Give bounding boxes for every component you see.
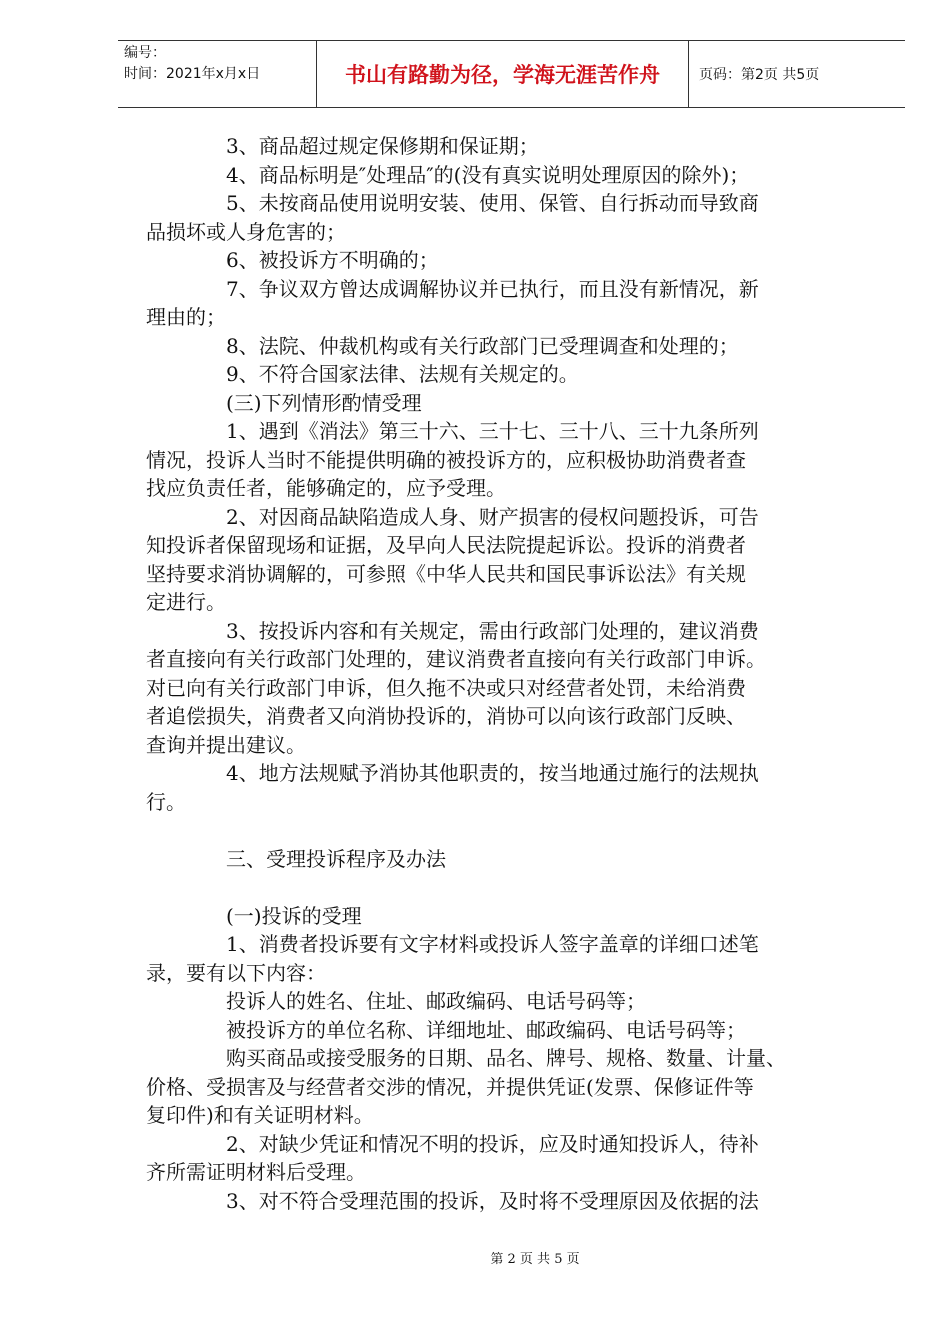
header-meta <box>118 41 316 107</box>
text-line: 8、法院、仲裁机构或有关行政部门已受理调查和处理的； <box>226 333 739 358</box>
text-line: 者直接向有关行政部门处理的，建议消费者直接向有关行政部门申诉。 <box>146 647 766 671</box>
page-header <box>118 40 905 108</box>
text-line: (一)投诉的受理 <box>226 903 362 928</box>
text-line: 定进行。 <box>146 590 226 614</box>
text-line: 4、地方法规赋予消协其他职责的，按当地通过施行的法规执 <box>226 761 759 785</box>
text-line: 齐所需证明材料后受理。 <box>146 1160 366 1184</box>
text-line: 9、不符合国家法律、法规有关规定的。 <box>226 362 579 386</box>
text-line: 情况，投诉人当时不能提供明确的被投诉方的，应积极协助消费者查 <box>146 447 746 472</box>
text-line: 6、被投诉方不明确的； <box>226 248 439 272</box>
text-line: 1、遇到《消法》第三十六、三十七、三十八、三十九条所列 <box>226 419 759 443</box>
blank-line <box>146 873 866 902</box>
header-motto: 书山有路勤为径，学海无涯苦作舟 <box>316 41 689 107</box>
text-line: 被投诉方的单位名称、详细地址、邮政编码、电话号码等； <box>226 1017 746 1042</box>
text-line: 7、争议双方曾达成调解协议并已执行，而且没有新情况，新 <box>226 276 759 301</box>
text-line: 品损坏或人身危害的； <box>146 219 346 244</box>
text-line: 1、消费者投诉要有文字材料或投诉人签字盖章的详细口述笔 <box>226 932 759 956</box>
document-time-label: 时间：2021年x月x日 <box>124 66 261 82</box>
text-line: 投诉人的姓名、住址、邮政编码、电话号码等； <box>226 989 646 1013</box>
text-line: 3、对不符合受理范围的投诉，及时将不受理原因及依据的法 <box>226 1188 759 1213</box>
text-line: 对已向有关行政部门申诉，但久拖不决或只对经营者处罚，未给消费 <box>146 675 746 700</box>
text-line: 2、对因商品缺陷造成人身、财产损害的侵权问题投诉，可告 <box>226 504 759 529</box>
text-line: 4、商品标明是″处理品″的(没有真实说明处理原因的除外)； <box>226 162 750 187</box>
text-line: 录，要有以下内容： <box>146 960 326 985</box>
text-line: 价格、受损害及与经营者交涉的情况，并提供凭证(发票、保修证件等 <box>146 1074 754 1099</box>
document-body <box>146 132 866 1215</box>
text-line: 2、对缺少凭证和情况不明的投诉，应及时通知投诉人，待补 <box>226 1131 759 1156</box>
header-page-info: 页码：第2页 共5页 <box>699 67 820 83</box>
text-line: 5、未按商品使用说明安装、使用、保管、自行拆动而导致商 <box>226 191 759 215</box>
text-line: (三)下列情形酌情受理 <box>226 390 422 415</box>
text-line: 3、商品超过规定保修期和保证期； <box>226 134 539 158</box>
text-line: 者追偿损失，消费者又向消协投诉的，消协可以向该行政部门反映、 <box>146 704 746 728</box>
text-line: 知投诉者保留现场和证据，及早向人民法院提起诉讼。投诉的消费者 <box>146 533 746 557</box>
text-line: 理由的； <box>146 305 226 329</box>
blank-line <box>146 816 866 845</box>
document-number-label: 编号： <box>124 45 166 61</box>
text-line: 行。 <box>146 789 186 814</box>
text-line: 找应负责任者，能够确定的，应予受理。 <box>146 476 506 500</box>
text-line: 查询并提出建议。 <box>146 732 306 757</box>
text-line: 购买商品或接受服务的日期、品名、牌号、规格、数量、计量、 <box>226 1046 786 1070</box>
text-line: 三、受理投诉程序及办法 <box>226 846 446 871</box>
page-footer: 第 2 页 共 5 页 <box>490 1252 580 1267</box>
text-line: 3、按投诉内容和有关规定，需由行政部门处理的，建议消费 <box>226 618 759 643</box>
text-line: 坚持要求消协调解的，可参照《中华人民共和国民事诉讼法》有关规 <box>146 561 746 586</box>
text-line: 复印件)和有关证明材料。 <box>146 1103 374 1127</box>
